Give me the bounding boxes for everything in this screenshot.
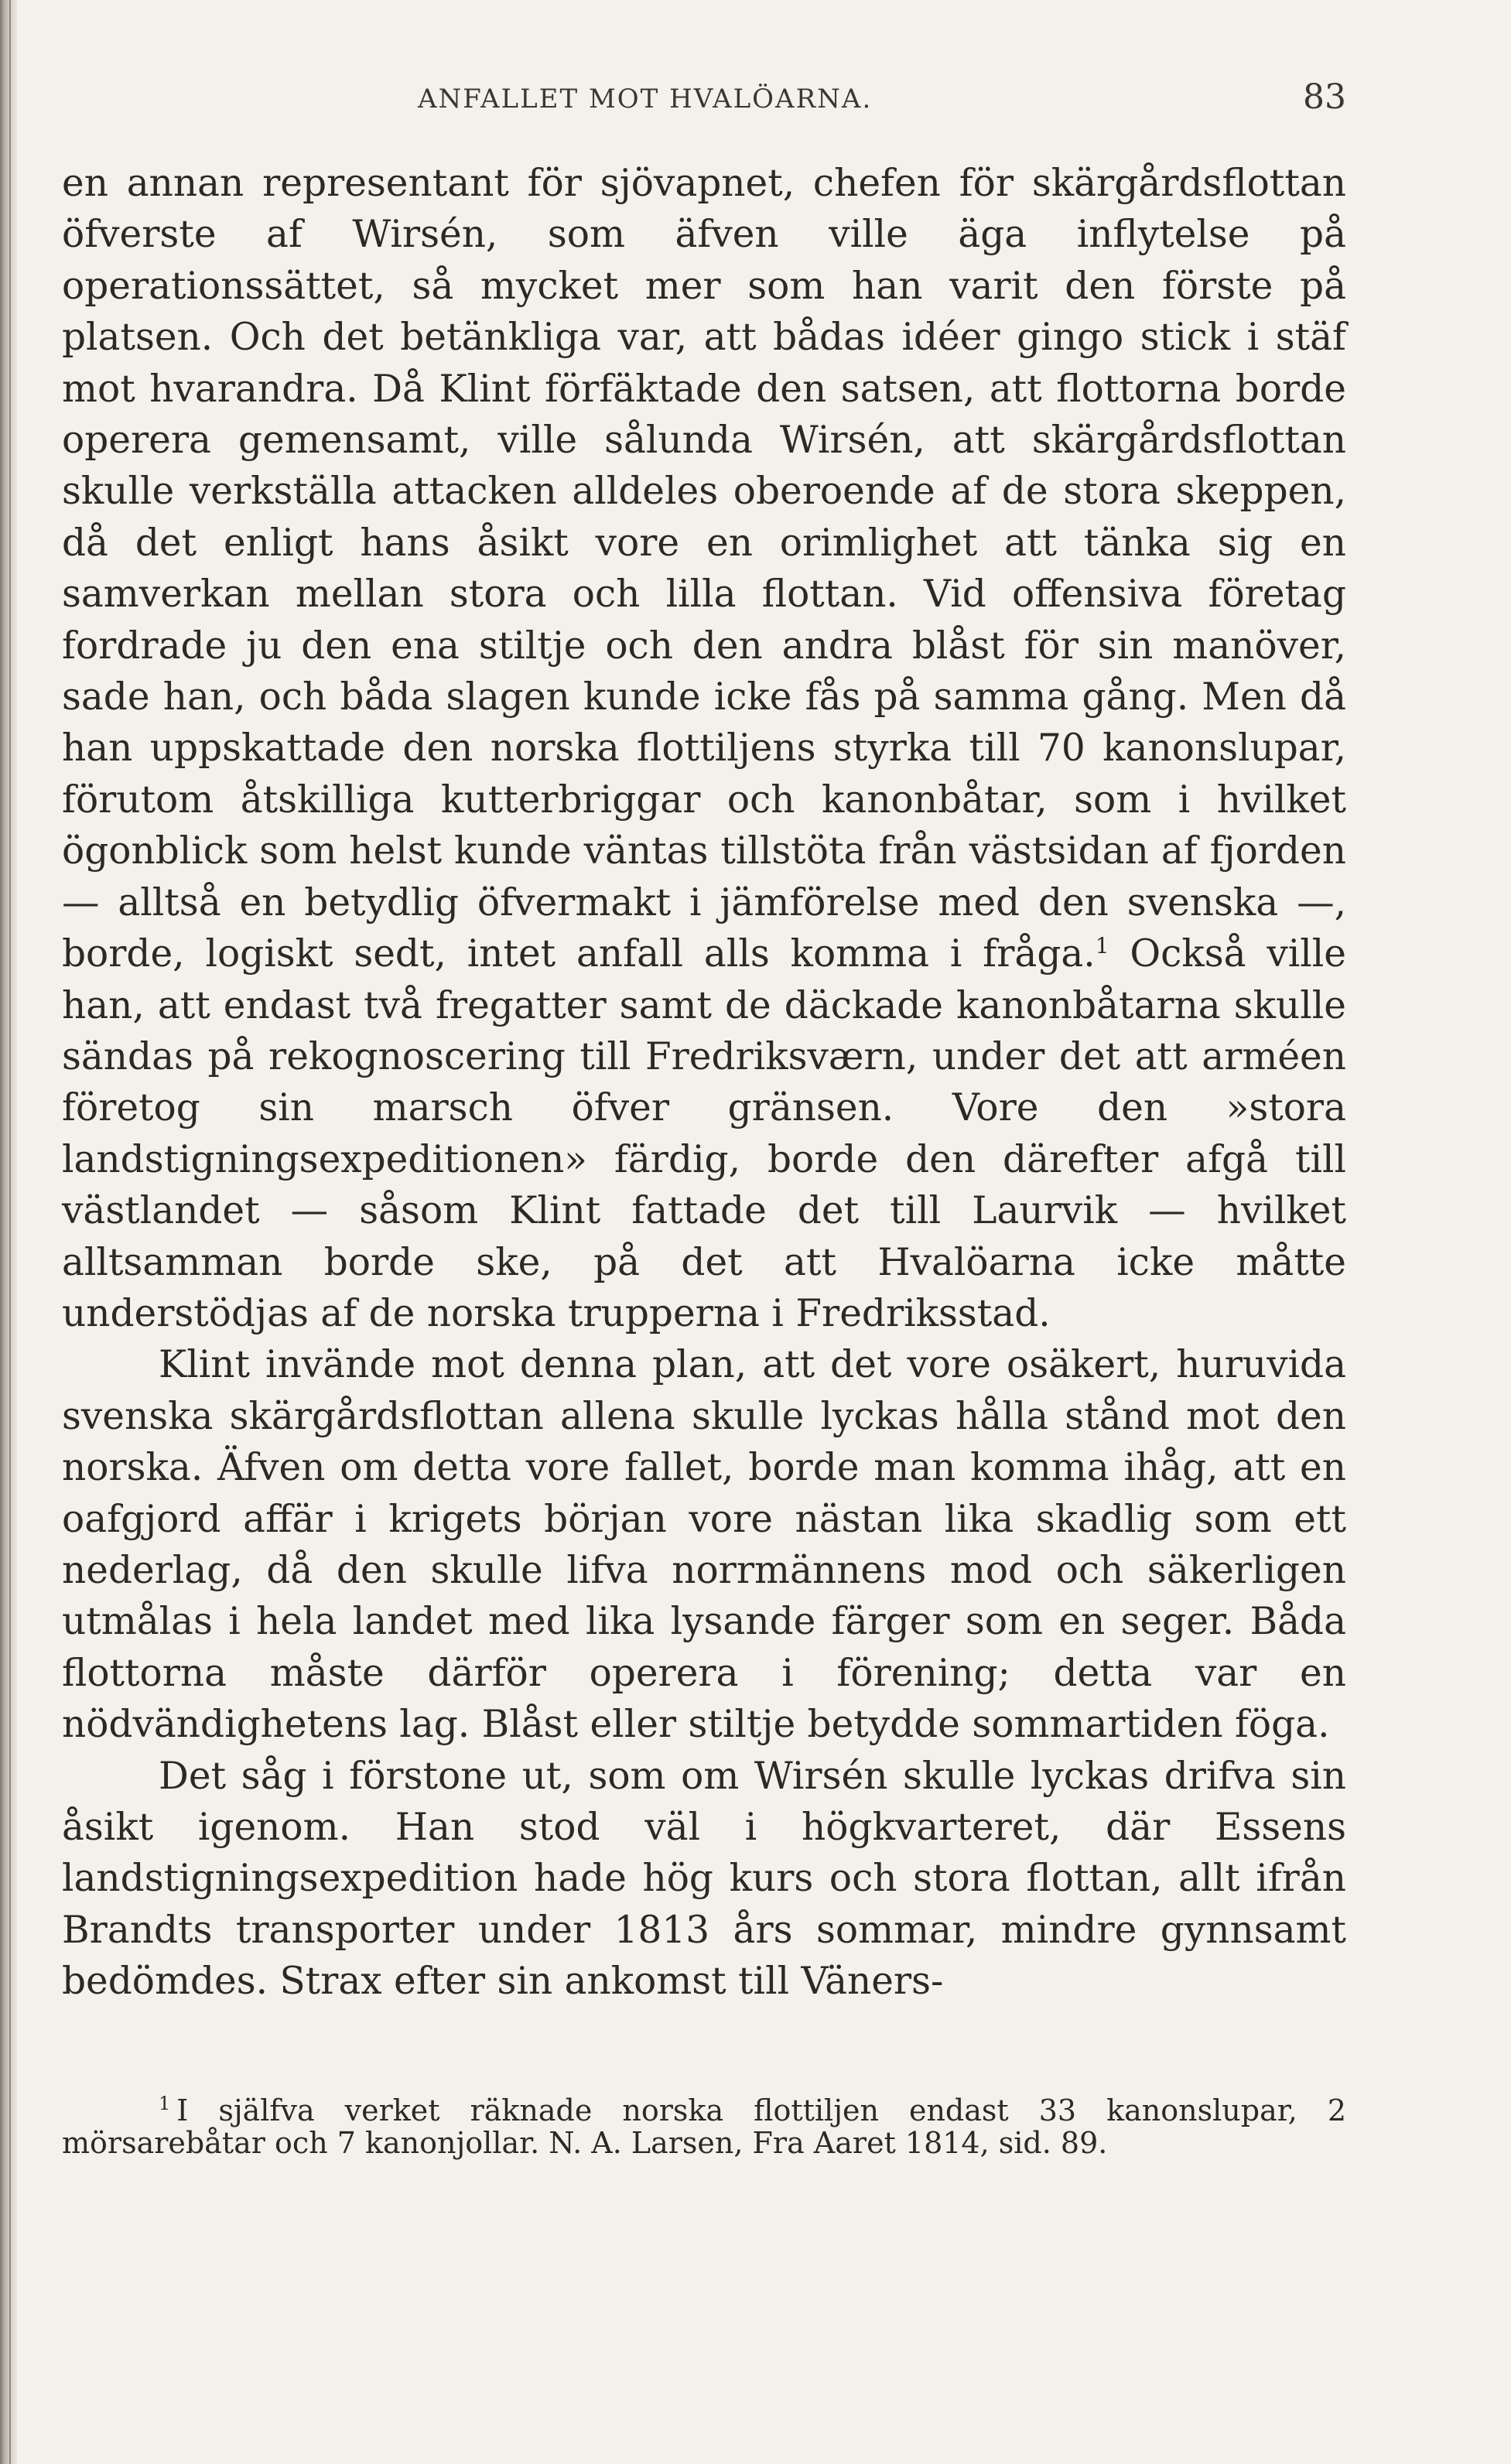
footnote-mark: 1 (159, 2092, 171, 2114)
footnote-reference: 1 (1095, 932, 1109, 959)
footnote-text: I själfva verket räknade norska flottiljen endast 33 kanonslupar, 2 mörsarebåtar och 7 kanonjollar. N. A. Larsen, Fra Aaret 1814, sid. 89. (62, 2093, 1346, 2160)
body-text (62, 158, 1346, 2008)
footnote (62, 2094, 1346, 2159)
book-page (62, 77, 1346, 2159)
running-head-title: ANFALLET MOT HVALÖARNA. (418, 84, 873, 114)
paragraph-1 (62, 158, 1346, 1339)
paragraph-3: Det såg i förstone ut, som om Wirsén skulle lyckas drifva sin åsikt igenom. Han stod väl i högkvarteret, där Essens landstigningsexpedition hade hög kurs och stora flottan, allt ifrån Brandts transporter under 1813 års sommar, mindre gynnsamt bedömdes. Strax efter sin ankomst till Väners- (62, 1754, 1346, 2004)
paragraph-1-text: en annan representant för sjövapnet, chefen för skärgårdsflottan öfverste af Wirsén, som äfven ville äga inflytelse på operationssättet, så mycket mer som han varit den förste på platsen. Och det betänkliga var, att bådas idéer gingo stick i stäf mot hvarandra. Då Klint förfäktade den satsen, att flottorna borde operera gemensamt, ville sålunda Wirsén, att skärgårdsflottan skulle verkställa attacken alldeles oberoende af de stora skeppen, då det enligt hans åsikt vore en orimlighet att tänka sig en samverkan mellan stora och lilla flottan. Vid offensiva företag fordrade ju den ena stiltje och den andra blåst för sin manöver, sade han, och båda slagen kunde icke fås på samma gång. Men då han uppskattade den norska flottiljens styrka till 70 kanonslupar, förutom åtskilliga kutterbriggar och kanonbåtar, som i hvilket ögonblick som helst kunde väntas tillstöta från västsidan af fjorden — alltså en betydlig öfvermakt i jämförelse med den svenska —, borde, logiskt sedt, intet anfall alls komma i fråga. (62, 162, 1346, 976)
book-binding-edge (0, 0, 17, 2464)
paragraph-2: Klint invände mot denna plan, att det vore osäkert, huruvida svenska skärgårdsflottan allena skulle lyckas hålla stånd mot den norska. Äfven om detta vore fallet, borde man komma ihåg, att en oafgjord affär i krigets början vore nästan lika skadlig som ett nederlag, då den skulle lifva norrmännens mod och säkerligen utmålas i hela landet med lika lysande färger som en seger. Båda flottorna måste därför operera i förening; detta var en nödvändighetens lag. Blåst eller stiltje betydde sommartiden föga. (62, 1343, 1346, 1747)
page-number: 83 (1303, 77, 1346, 117)
binding-line (9, 0, 11, 2464)
paragraph-1-text-continued: Också ville han, att endast två fregatter samt de däckade kanonbåtarna skulle sändas på rekognoscering till Fredriksværn, under det att arméen företog sin marsch öfver gränsen. Vore den »stora landstigningsexpeditionen» färdig, borde den därefter afgå till västlandet — såsom Klint fattade det till Laurvik — hvilket alltsamman borde ske, på det att Hvalöarna icke måtte understödjas af de norska trupperna i Fredriksstad. (62, 932, 1347, 1335)
running-head (62, 77, 1346, 124)
